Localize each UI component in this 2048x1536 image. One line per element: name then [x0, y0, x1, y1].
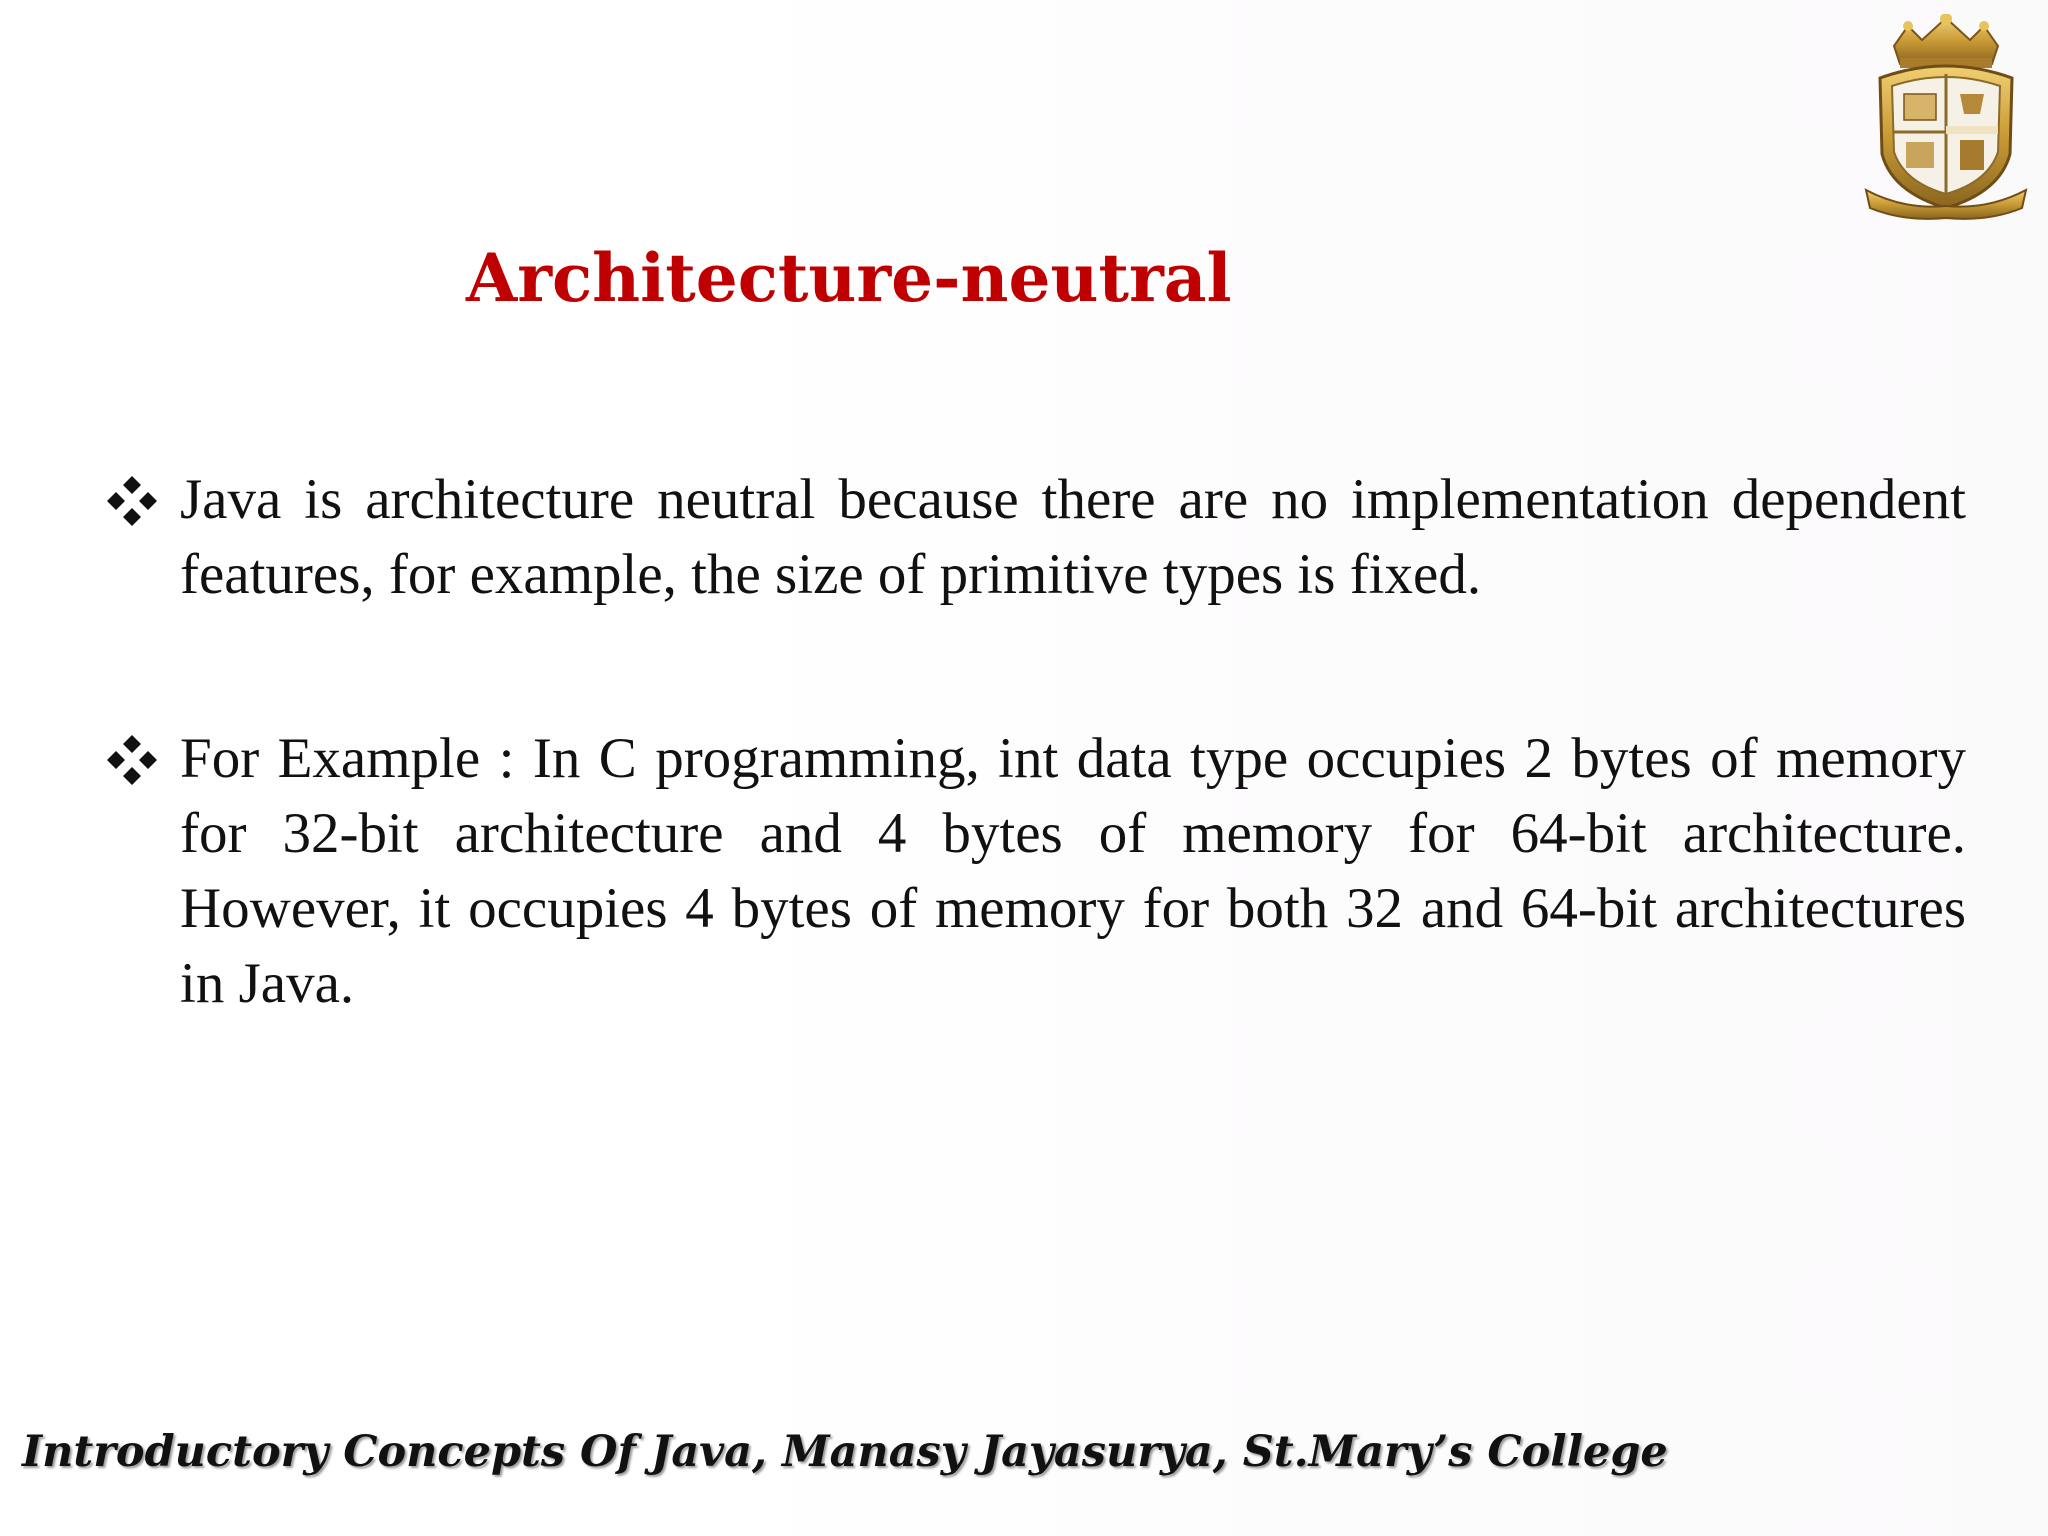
slide-title: Architecture-neutral — [466, 239, 1232, 317]
four-diamond-bullet-icon — [106, 733, 158, 785]
slide-footer: Introductory Concepts Of Java, Manasy Jayasurya, St.Mary’s College — [22, 1427, 1668, 1477]
college-crest-icon — [1860, 14, 2032, 220]
bullet-text-1: Java is architecture neutral because there are no implementation dependent features, for example, the size of primitive types is fixed. — [180, 468, 1966, 606]
four-diamond-bullet-icon — [106, 474, 158, 526]
bullet-text-2: For Example : In C programming, int data type occupies 2 bytes of memory for 32-bit architecture and 4 bytes of memory for 64-bit architecture. However, it occupies 4 bytes of memory for both 32 and 64-bit architectures in Java. — [180, 727, 1966, 1015]
